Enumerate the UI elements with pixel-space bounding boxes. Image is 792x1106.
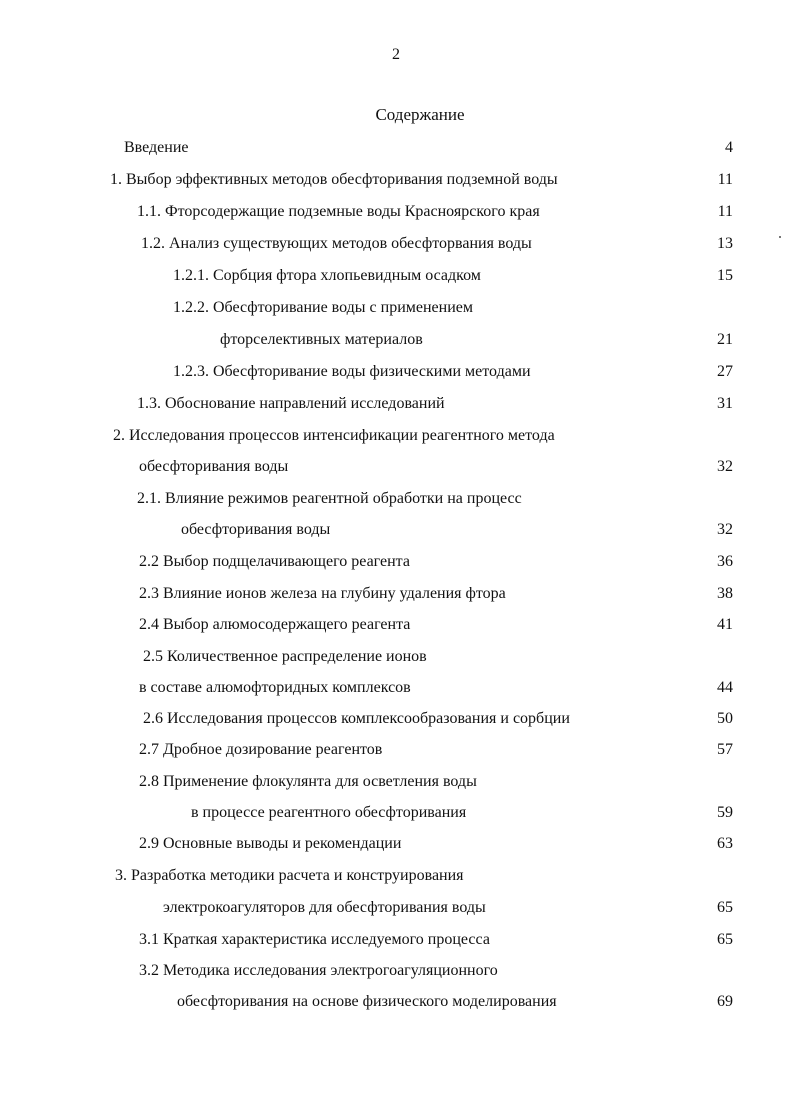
toc-entry-text: 2.1. Влияние режимов реагентной обработки на процесс	[137, 490, 522, 507]
toc-entry-page: 65	[717, 931, 733, 948]
toc-entry-page: 44	[717, 679, 733, 696]
toc-entry-page: 27	[717, 363, 733, 380]
toc-entry-page: 32	[717, 458, 733, 475]
toc-entry-page: 31	[717, 395, 733, 412]
page-number: 2	[392, 46, 400, 63]
toc-entry-page: 38	[717, 585, 733, 602]
toc-entry-text: 2.7 Дробное дозирование реагентов	[139, 741, 383, 758]
toc-entry-page: 50	[717, 710, 733, 727]
toc-entry-text: в процессе реагентного обесфторивания	[191, 804, 467, 821]
toc-entry-text: 3.2 Методика исследования электрогоагуляционного	[139, 962, 498, 979]
toc-entry-text: 2.9 Основные выводы и рекомендации	[139, 835, 402, 852]
toc-entry-page: 63	[717, 835, 733, 852]
toc-entry-text: 1.2. Анализ существующих методов обесфторвания воды	[141, 235, 532, 252]
toc-entry-text: обесфторивания воды	[181, 521, 331, 538]
toc-entry-text: Введение	[124, 139, 189, 156]
toc-entry-page: 41	[717, 616, 733, 633]
toc-entry-page: 65	[717, 899, 733, 916]
toc-entry-text: 2.6 Исследования процессов комплексообразования и сорбции	[143, 710, 570, 727]
toc-entry-text: 1.2.2. Обесфторивание воды с применением	[173, 299, 474, 316]
toc-entry-text: обесфторивания на основе физического моделирования	[177, 993, 557, 1010]
toc-entry-page: 21	[717, 331, 733, 348]
page-title: Содержание	[375, 105, 465, 124]
toc-entry-page: 57	[717, 741, 733, 758]
toc-entry-text: 2.3 Влияние ионов железа на глубину удаления фтора	[139, 585, 506, 602]
toc-entry-page: 11	[717, 203, 733, 220]
toc-entry-page: 69	[717, 993, 733, 1010]
toc-entry-text: 3. Разработка методики расчета и конструирования	[115, 867, 464, 884]
toc-entry-text: 3.1 Краткая характеристика исследуемого процесса	[139, 931, 490, 948]
toc-entry-page: 36	[717, 553, 733, 570]
toc-entry-text: 2. Исследования процессов интенсификации реагентного метода	[113, 427, 555, 444]
toc-entry-text: фторселективных материалов	[220, 331, 423, 348]
toc-entry-text: 2.8 Применение флокулянта для осветления воды	[139, 773, 477, 790]
toc-entry-page: 32	[717, 521, 733, 538]
toc-entry-text: 1.2.3. Обесфторивание воды физическими методами	[173, 363, 531, 380]
toc-entry-text: 2.2 Выбор подщелачивающего реагента	[139, 553, 410, 570]
toc-entry-text: 2.4 Выбор алюмосодержащего реагента	[139, 616, 411, 633]
toc-entry-page: 11	[717, 171, 733, 188]
toc-entry-text: электрокоагуляторов для обесфторивания воды	[163, 899, 486, 916]
toc-entry-text: в составе алюмофторидных комплексов	[139, 679, 411, 696]
scan-speck	[779, 236, 781, 238]
toc-entry-page: 15	[717, 267, 733, 284]
toc-entry-text: 1. Выбор эффективных методов обесфторивания подземной воды	[110, 171, 558, 188]
toc-entry-text: 1.2.1. Сорбция фтора хлопьевидным осадком	[173, 267, 481, 284]
toc-entry-text: обесфторивания воды	[139, 458, 289, 475]
toc-entry-text: 2.5 Количественное распределение ионов	[143, 648, 427, 665]
toc-entry-text: 1.3. Обоснование направлений исследований	[137, 395, 445, 412]
toc-entry-page: 13	[717, 235, 733, 252]
toc-entry-text: 1.1. Фторсодержащие подземные воды Красноярского края	[137, 203, 540, 220]
toc-entry-page: 59	[717, 804, 733, 821]
toc-entry-page: 4	[725, 139, 733, 156]
